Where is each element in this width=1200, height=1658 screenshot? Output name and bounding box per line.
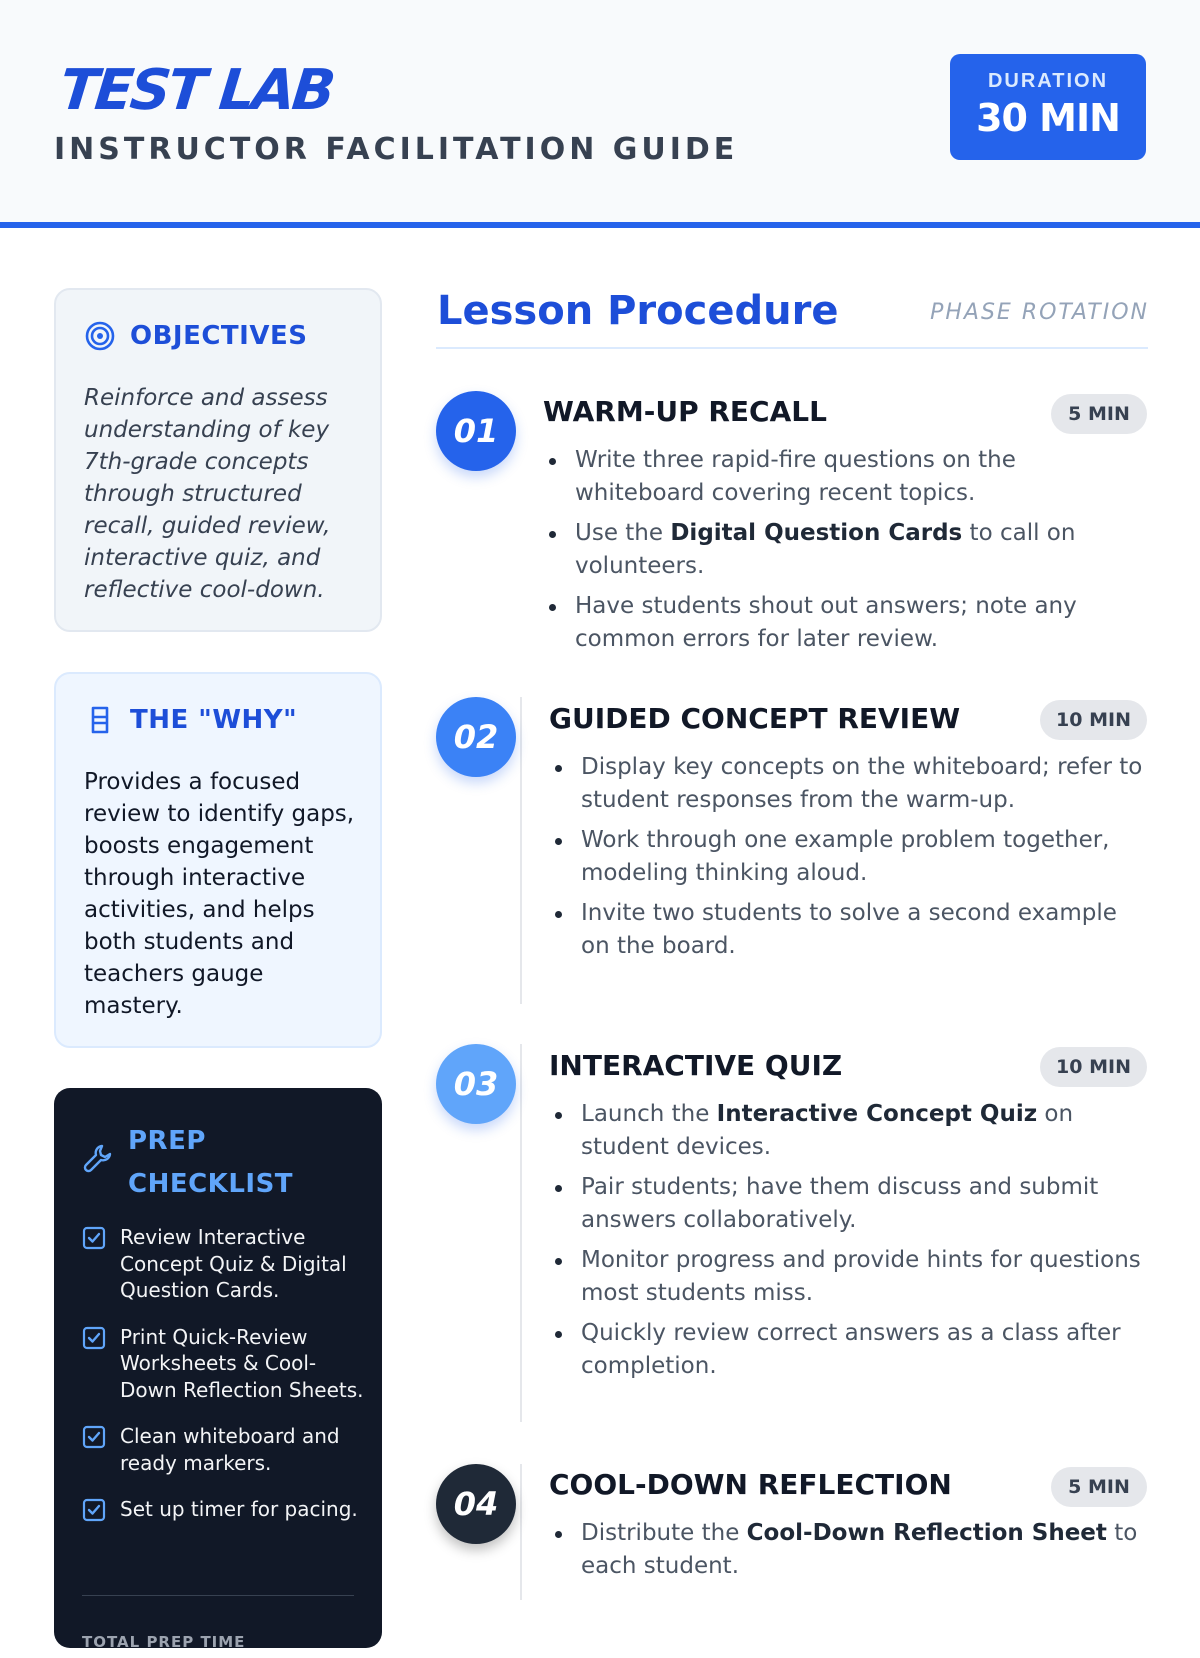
objectives-text: Reinforce and assess understanding of key 7th-grade concepts through structured recall, guided review, interactive quiz, and reflective cool-down. (84, 385, 331, 603)
checklist-item-label: Set up timer for pacing. (120, 1497, 358, 1521)
checklist-item (82, 1496, 372, 1523)
checklist-item-label: Review Interactive Concept Quiz & Digital Question Cards. (120, 1225, 347, 1302)
step-bullets (549, 1098, 1145, 1390)
phase-rotation-label: PHASE ROTATION (930, 300, 1149, 325)
objectives-card (54, 288, 382, 632)
why-header (84, 704, 297, 736)
step-title: INTERACTIVE QUIZ (549, 1049, 843, 1082)
step-time-badge: 10 MIN (1040, 700, 1147, 740)
duration-badge (950, 54, 1146, 160)
step-bullet: Quickly review correct answers as a class after completion. (549, 1317, 1145, 1383)
step-bullet: Work through one example problem together, modeling thinking aloud. (549, 824, 1145, 890)
guide-subtitle: INSTRUCTOR FACILITATION GUIDE (54, 132, 739, 167)
checkbox-checked-icon (82, 1425, 106, 1449)
prep-checklist (82, 1224, 372, 1543)
checklist-item-label: Print Quick-Review Worksheets & Cool-Down Reflection Sheets. (120, 1324, 364, 1402)
step-time-badge: 10 MIN (1040, 1047, 1147, 1087)
step-connector (520, 1044, 522, 1422)
why-title: THE "WHY" (130, 705, 298, 735)
prep-divider (82, 1595, 354, 1596)
checkbox-checked-icon (82, 1498, 106, 1522)
prep-total-label: TOTAL PREP TIME (82, 1633, 246, 1651)
step-bullets (549, 751, 1145, 970)
step-number-badge: 02 (436, 697, 516, 777)
step-bullet: Have students shout out answers; note any common errors for later review. (543, 590, 1143, 656)
step-bullet: Display key concepts on the whiteboard; refer to student responses from the warm-up. (549, 751, 1145, 817)
page-header (0, 0, 1200, 228)
objectives-title: OBJECTIVES (130, 321, 308, 351)
checklist-item (82, 1224, 372, 1304)
step-bullets (543, 444, 1143, 663)
step-connector (520, 697, 522, 1004)
step-bullet: Monitor progress and provide hints for questions most students miss. (549, 1244, 1145, 1310)
step-number-badge: 01 (436, 391, 516, 471)
step-title: WARM-UP RECALL (543, 395, 827, 428)
step-bullet: Invite two students to solve a second example on the board. (549, 897, 1145, 963)
step-connector (520, 1464, 522, 1600)
objectives-header (84, 320, 307, 352)
step-title: GUIDED CONCEPT REVIEW (549, 702, 961, 735)
checkbox-checked-icon (82, 1226, 106, 1250)
checklist-item (82, 1423, 372, 1476)
duration-label: DURATION (987, 70, 1109, 92)
step-bullet: Use the Digital Question Cards to call on volunteers. (543, 517, 1143, 583)
why-text: Provides a focused review to identify gaps, boosts engagement through interactive activities, and helps both students and teachers gauge mastery. (84, 769, 355, 1019)
target-icon (84, 320, 116, 352)
prep-title: PREP CHECKLIST (128, 1126, 294, 1199)
checkbox-checked-icon (82, 1326, 106, 1350)
prep-checklist-card (54, 1088, 382, 1651)
title-divider (436, 347, 1148, 349)
step-bullets (549, 1517, 1149, 1590)
step-title: COOL-DOWN REFLECTION (549, 1468, 952, 1501)
prep-header (82, 1120, 328, 1206)
step-bullet: Launch the Interactive Concept Quiz on student devices. (549, 1098, 1145, 1164)
lesson-procedure-title: Lesson Procedure (437, 288, 839, 334)
checklist-item-label: Clean whiteboard and ready markers. (120, 1424, 340, 1475)
step-bullet: Pair students; have them discuss and submit answers collaboratively. (549, 1171, 1145, 1237)
why-card (54, 672, 382, 1048)
bookmark-icon (84, 704, 116, 736)
duration-value: 30 MIN (976, 96, 1120, 140)
step-number-badge: 03 (436, 1044, 516, 1124)
checklist-item (82, 1324, 372, 1404)
step-time-badge: 5 MIN (1051, 1467, 1147, 1507)
step-number-badge: 04 (436, 1464, 516, 1544)
brand-title: TEST LAB (56, 58, 336, 123)
step-time-badge: 5 MIN (1051, 394, 1147, 434)
wrench-icon (82, 1142, 114, 1174)
step-bullet: Distribute the Cool-Down Reflection Sheet to each student. (549, 1517, 1149, 1583)
step-bullet: Write three rapid-fire questions on the whiteboard covering recent topics. (543, 444, 1143, 510)
